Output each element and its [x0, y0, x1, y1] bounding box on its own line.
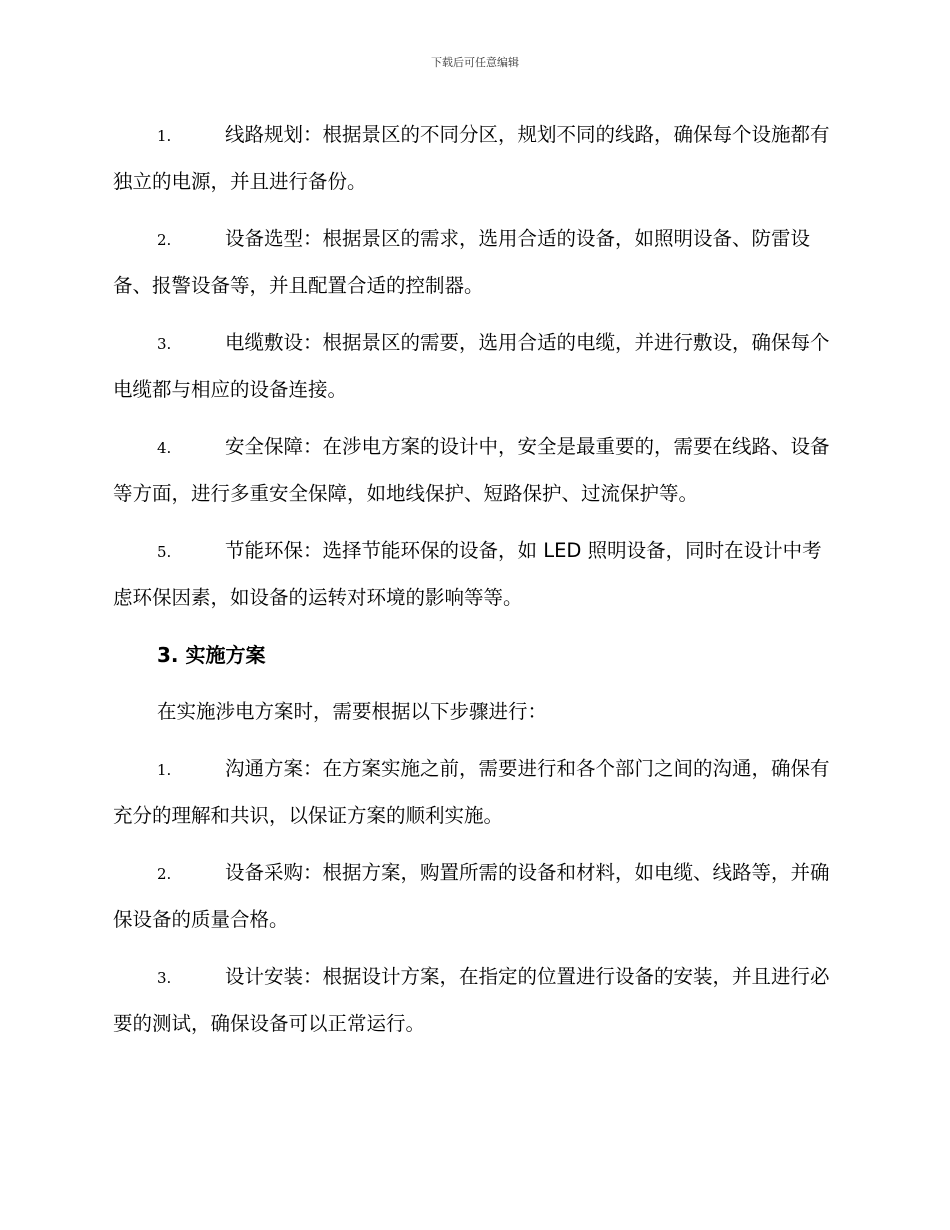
- list-number: 2.: [157, 231, 172, 249]
- list-text: 设计安装：根据设计方案，在指定的位置进行设备的安装，并且进行必要的测试，确保设备可以正常运行。: [113, 965, 830, 1035]
- list-text: 节能环保：选择节能环保的设备，如 LED 照明设备，同时在设计中考虑环保因素，如设备的运转对环境的影响等等。: [113, 539, 822, 609]
- list-number: 2.: [157, 865, 172, 883]
- list-item: [113, 954, 838, 1047]
- list-item: [113, 320, 838, 413]
- list-text: 设备采购：根据方案，购置所需的设备和材料，如电缆、线路等，并确保设备的质量合格。: [113, 861, 830, 931]
- list-number: 3.: [157, 969, 172, 987]
- list-item: [113, 746, 838, 839]
- list-item: [113, 528, 838, 621]
- list-text: 安全保障：在涉电方案的设计中，安全是最重要的，需要在线路、设备等方面，进行多重安全保障，如地线保护、短路保护、过流保护等。: [113, 435, 830, 505]
- document-body: [113, 112, 838, 1058]
- list-text: 线路规划：根据景区的不同分区，规划不同的线路，确保每个设施都有独立的电源，并且进行备份。: [113, 123, 830, 193]
- page-header: 下载后可任意编辑: [431, 56, 519, 69]
- list-item: [113, 216, 838, 309]
- list-text: 设备选型：根据景区的需求，选用合适的设备，如照明设备、防雷设备、报警设备等，并且配置合适的控制器。: [113, 227, 811, 297]
- list-number: 1.: [157, 127, 172, 145]
- list-number: 1.: [157, 761, 172, 779]
- list-number: 5.: [157, 543, 172, 561]
- list-text: 电缆敷设：根据景区的需要，选用合适的电缆，并进行敷设，确保每个电缆都与相应的设备连接。: [113, 331, 830, 401]
- section-intro: 在实施涉电方案时，需要根据以下步骤进行：: [157, 700, 548, 723]
- list-text: 沟通方案：在方案实施之前，需要进行和各个部门之间的沟通，确保有充分的理解和共识，以保证方案的顺利实施。: [113, 757, 830, 827]
- list-item: [113, 850, 838, 943]
- list-item: [113, 112, 838, 205]
- list-number: 3.: [157, 335, 172, 353]
- list-item: [113, 424, 838, 517]
- list-number: 4.: [157, 439, 172, 457]
- section-heading: 3. 实施方案: [157, 643, 266, 667]
